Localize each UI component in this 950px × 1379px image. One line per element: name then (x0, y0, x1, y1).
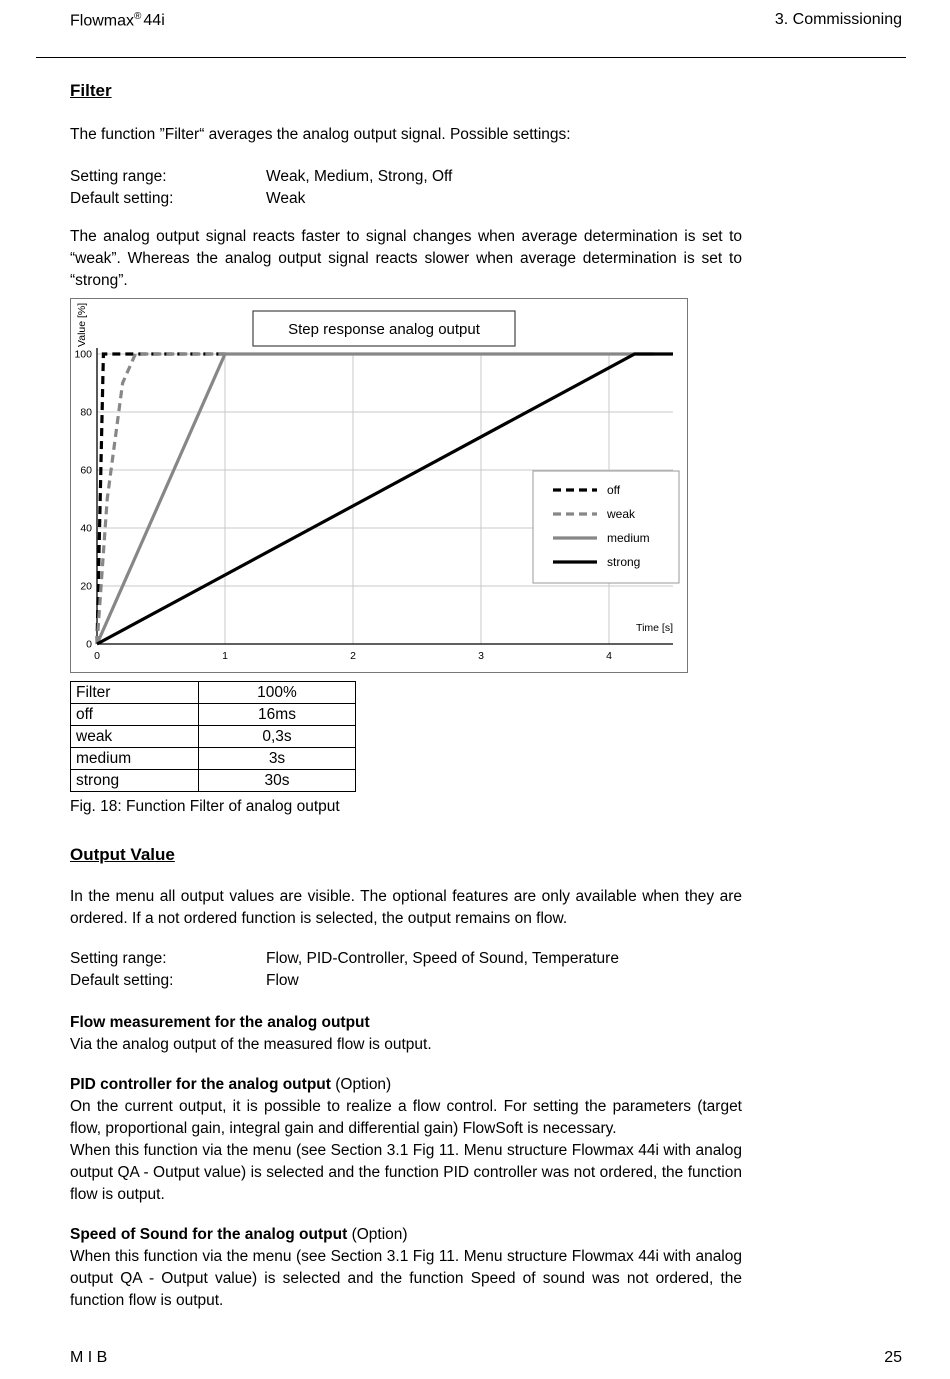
svg-text:40: 40 (80, 522, 92, 535)
subsection-title-suffix: (Option) (330, 1076, 392, 1093)
setting-row (70, 970, 742, 992)
svg-text:3: 3 (478, 650, 484, 662)
table-cell: Filter (71, 682, 199, 704)
chapter-title: 3. Commissioning (774, 11, 902, 28)
svg-text:Step response analog output: Step response analog output (288, 321, 480, 338)
setting-value: Weak (266, 190, 306, 207)
setting-row (70, 166, 742, 188)
table-row (71, 682, 356, 704)
svg-text:60: 60 (80, 464, 92, 477)
svg-text:strong: strong (607, 555, 641, 569)
table-row (71, 704, 356, 726)
subsection-paragraph: Via the analog output of the measured flow is output. (70, 1036, 432, 1053)
svg-text:4: 4 (606, 650, 612, 662)
setting-label: Default setting: (70, 190, 174, 207)
subsection-flow-measurement (70, 1012, 742, 1056)
subsection-title (70, 1012, 742, 1034)
table-cell: 30s (199, 770, 356, 792)
subsection-speed-of-sound (70, 1224, 742, 1312)
svg-text:weak: weak (607, 507, 636, 521)
setting-label: Default setting: (70, 972, 174, 989)
header-rule (36, 57, 906, 58)
table-cell: off (71, 704, 199, 726)
setting-value: Flow (266, 972, 299, 989)
product-model: 44i (143, 12, 165, 30)
subsection-title-suffix: (Option) (347, 1226, 408, 1243)
subsection-title (70, 1074, 742, 1096)
figure-caption: Fig. 18: Function Filter of analog output (70, 798, 340, 815)
svg-text:Time [s]: Time [s] (636, 622, 673, 634)
setting-row (70, 188, 742, 210)
output-settings (70, 948, 742, 992)
subsection-title-text: Flow measurement for the analog output (70, 1014, 370, 1031)
setting-value: Flow, PID-Controller, Speed of Sound, Temperature (266, 950, 619, 967)
filter-heading: Filter (70, 81, 112, 100)
svg-text:1: 1 (222, 650, 228, 662)
table-cell: medium (71, 748, 199, 770)
table-cell: 0,3s (199, 726, 356, 748)
svg-text:0: 0 (94, 650, 100, 662)
setting-value: Weak, Medium, Strong, Off (266, 168, 453, 185)
table-cell: 3s (199, 748, 356, 770)
subsection-paragraph: When this function via the menu (see Section 3.1 Fig 11. Menu structure Flowmax 44i with analog output QA - Output value) is selected and the function Speed of sound was not ordered, the function flow is output. (70, 1248, 742, 1309)
product-title (70, 11, 165, 30)
table-row (71, 748, 356, 770)
svg-text:20: 20 (80, 580, 92, 593)
footer-doc-code: M I B (70, 1349, 108, 1366)
subsection-title-text: PID controller for the analog output (70, 1076, 331, 1093)
table-row (71, 770, 356, 792)
output-intro: In the menu all output values are visible. The optional features are only available when they are ordered. If a not ordered function is selected, the output remains on flow. (70, 888, 742, 927)
page-footer (70, 1349, 902, 1367)
table-cell: 100% (199, 682, 356, 704)
subsection-pid-controller (70, 1074, 742, 1206)
svg-text:Value [%]: Value [%] (76, 302, 88, 347)
svg-text:0: 0 (86, 638, 92, 651)
filter-table (70, 681, 356, 792)
filter-chart-svg (71, 299, 689, 674)
product-name: Flowmax (70, 12, 135, 30)
subsection-paragraph: When this function via the menu (see Section 3.1 Fig 11. Menu structure Flowmax 44i with analog output QA - Output value) is selected and the function PID controller was not ordered, the function flow is output. (70, 1142, 742, 1203)
svg-text:off: off (607, 483, 621, 497)
table-row (71, 726, 356, 748)
table-cell: 16ms (199, 704, 356, 726)
registered-trademark: ® (134, 11, 142, 22)
filter-body: The analog output signal reacts faster to signal changes when average determination is set to “weak”. Whereas the analog output signal reacts slower when average determination is set to “strong”. (70, 228, 742, 289)
setting-label: Setting range: (70, 168, 167, 185)
page-number: 25 (884, 1349, 902, 1366)
svg-text:2: 2 (350, 650, 356, 662)
output-value-heading: Output Value (70, 845, 175, 864)
table-cell: strong (71, 770, 199, 792)
svg-text:medium: medium (607, 531, 650, 545)
svg-text:100: 100 (74, 348, 92, 361)
filter-chart-figure (70, 298, 688, 673)
subsection-paragraph: On the current output, it is possible to realize a flow control. For setting the parameters (target flow, proportional gain, integral gain and differential gain) FlowSoft is necessary. (70, 1098, 742, 1137)
main-content (70, 76, 742, 1312)
setting-label: Setting range: (70, 950, 167, 967)
page-header (70, 11, 902, 30)
subsection-title (70, 1224, 742, 1246)
svg-text:80: 80 (80, 406, 92, 419)
subsection-title-text: Speed of Sound for the analog output (70, 1226, 348, 1243)
table-cell: weak (71, 726, 199, 748)
filter-settings (70, 166, 742, 210)
setting-row (70, 948, 742, 970)
filter-intro: The function ”Filter“ averages the analog output signal. Possible settings: (70, 126, 571, 143)
